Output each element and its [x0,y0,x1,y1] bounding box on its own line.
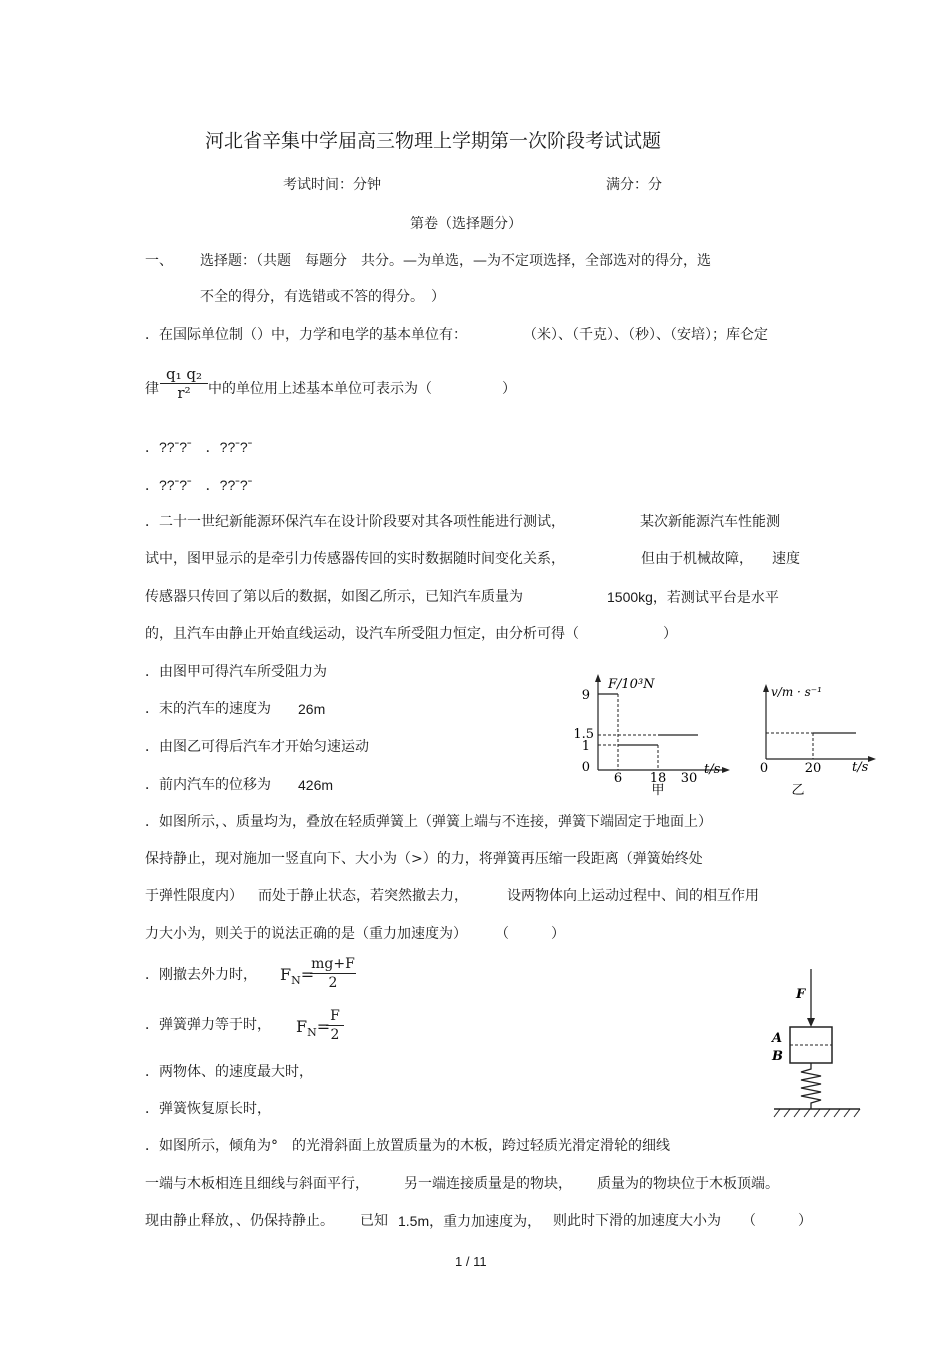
q2-option-d-value: 426m [298,777,334,793]
q2-line2: 试中，图甲显示的是牵引力传感器传回的实时数据随时间变化关系， [145,551,565,567]
page-number: 1 / 11 [455,1254,487,1269]
q4-line3-end: 则此时下滑的加速度大小为 （ ） [553,1213,812,1229]
y-axis-label: v/m · s⁻¹ [771,685,822,699]
x-axis-label: t/s [852,760,869,775]
q2-option-b-value: 26m [298,701,326,717]
fraction-denominator: 2 [328,975,338,991]
equals-sign: = [300,965,315,984]
q2-line3-end: 1500kg，若测试平台是水平 [607,589,779,605]
y-tick-9: 9 [581,688,590,703]
fraction-bar [310,973,356,974]
label-a: A [772,1031,783,1046]
q3-line3-end: 设两物体向上运动过程中、间的相互作用 [507,888,759,904]
q2-option-d: ．前内汽车的位移为 [145,777,271,793]
fraction-denominator: r² [177,384,191,402]
label-b: B [772,1049,783,1064]
x-tick-20: 20 [804,761,822,776]
x-tick-6: 6 [613,770,623,786]
caption-yi: 乙 [791,783,805,798]
x-axis-arrow [868,756,876,762]
q1-law: 律 [145,381,159,397]
formula-b-fraction [326,1008,344,1043]
x-tick-0: 0 [759,761,769,776]
page-title: 河北省辛集中学届高三物理上学期第一次阶段考试试题 [205,130,662,152]
y-tick-0: 0 [581,760,590,775]
spring-blocks-figure [760,965,870,1125]
q4-line2: 一端与木板相连且细线与斜面平行， [145,1176,369,1192]
y-tick-15: 1.5 [573,727,594,742]
q2-line1: ．二十一世纪新能源环保汽车在设计阶段要对其各项性能进行测试， [145,514,565,530]
fraction-bar [326,1025,344,1026]
full-score: 满分：分 [606,177,662,193]
q4-line2-mid: 另一端连接质量是的物块， [404,1176,572,1192]
section-instructions-1: 选择题：（共题 每题分 共分。—为单选，—为不定项选择，全部选对的得分，选 [200,253,711,269]
formula-a-fraction [310,956,356,991]
x-axis-arrow [722,767,730,773]
y-axis-arrow [763,684,769,692]
q3-line3: 于弹性限度内） [145,888,243,904]
graph-jia [570,668,740,798]
section-instructions-2: 不全的得分，有选错或不答的得分。 ） [200,289,445,305]
caption-jia: 甲 [651,783,665,798]
q4-line3: 现由静止释放，、仍保持静止。 [145,1213,334,1229]
force-symbol: F [296,1017,308,1036]
q2-option-a: ．由图甲可得汽车所受阻力为 [145,664,327,680]
fraction-denominator: 2 [330,1027,340,1043]
q2-line4: 的，且汽车由静止开始直线运动，设汽车所受阻力恒定，由分析可得（ ） [145,626,677,642]
q2-line1-end: 某次新能源汽车性能测 [640,514,780,530]
q3-line4: 力大小为，则关于的说法正确的是（重力加速度为） （ ） [145,926,565,942]
q1-line2: 中的单位用上述基本单位可表示为（ ） [208,381,516,397]
force-subscript: N [291,974,301,988]
exam-time: 考试时间：分钟 [283,177,381,193]
coulomb-fraction [160,366,208,401]
ground-hatching [774,1109,860,1117]
equals-sign: = [316,1017,331,1036]
q3-option-d: ．弹簧恢复原长时， [145,1101,271,1117]
q2-line3: 传感器只传回了第以后的数据，如图乙所示，已知汽车质量为 [145,589,523,605]
x-axis-label: t/s [704,762,721,777]
q3-option-b: ．弹簧弹力等于时， [145,1017,271,1033]
fraction-numerator: mg+F [311,956,355,972]
section-number: 一、 [145,253,173,269]
q4-line3-given: 已知 [360,1213,388,1229]
y-axis-label: F/10³N [608,677,655,692]
q2-option-c: ．由图乙可得后汽车才开始匀速运动 [145,739,369,755]
q1-line1-units: （米）、（千克）、（秒）、（安培）；库仑定 [523,327,768,343]
y-tick-1: 1 [581,739,590,754]
part-heading: 第卷（选择题分） [410,216,522,232]
q4-line3-value: 1.5m，重力加速度为， [398,1213,542,1229]
spring [801,1063,821,1109]
graph-yi [750,668,890,798]
x-tick-30: 30 [680,770,698,786]
q2-option-b: ．末的汽车的速度为 [145,701,271,717]
q3-line3-mid: 而处于静止状态，若突然撤去力， [258,888,468,904]
force-arrow-head [807,1018,815,1027]
q3-option-c: ．两物体、的速度最大时， [145,1064,313,1080]
q1-line1: ．在国际单位制（）中，力学和电学的基本单位有： [145,327,467,343]
y-axis-arrow [595,674,601,682]
q2-line2-end: 速度 [772,551,800,567]
q3-option-a: ．刚撤去外力时， [145,967,257,983]
q3-line1: ．如图所示，、质量均为，叠放在轻质弹簧上（弹簧上端与不连接，弹簧下端固定于地面上） [145,814,712,830]
q2-line2-mid: 但由于机械故障， [641,551,753,567]
fraction-numerator: q₁ q₂ [166,365,202,383]
fraction-numerator: F [330,1008,340,1024]
force-symbol: F [280,965,292,984]
force-label: F [796,987,806,1002]
force-subscript: N [307,1026,317,1040]
q4-line2-end: 质量为的物块位于木板顶端。 [597,1176,779,1192]
x-tick-18: 18 [649,770,667,786]
q3-line2: 保持静止，现对施加一竖直向下、大小为（>）的力，将弹簧再压缩一段距离（弹簧始终处 [145,851,703,867]
q4-line1: ．如图所示，倾角为° 的光滑斜面上放置质量为的木板，跨过轻质光滑定滑轮的细线 [145,1138,670,1154]
q1-options-ab: ．??ˉ?ˉ ．??ˉ?ˉ [145,439,253,455]
q1-options-cd: ．??ˉ?ˉ ．??ˉ?ˉ [145,477,253,493]
